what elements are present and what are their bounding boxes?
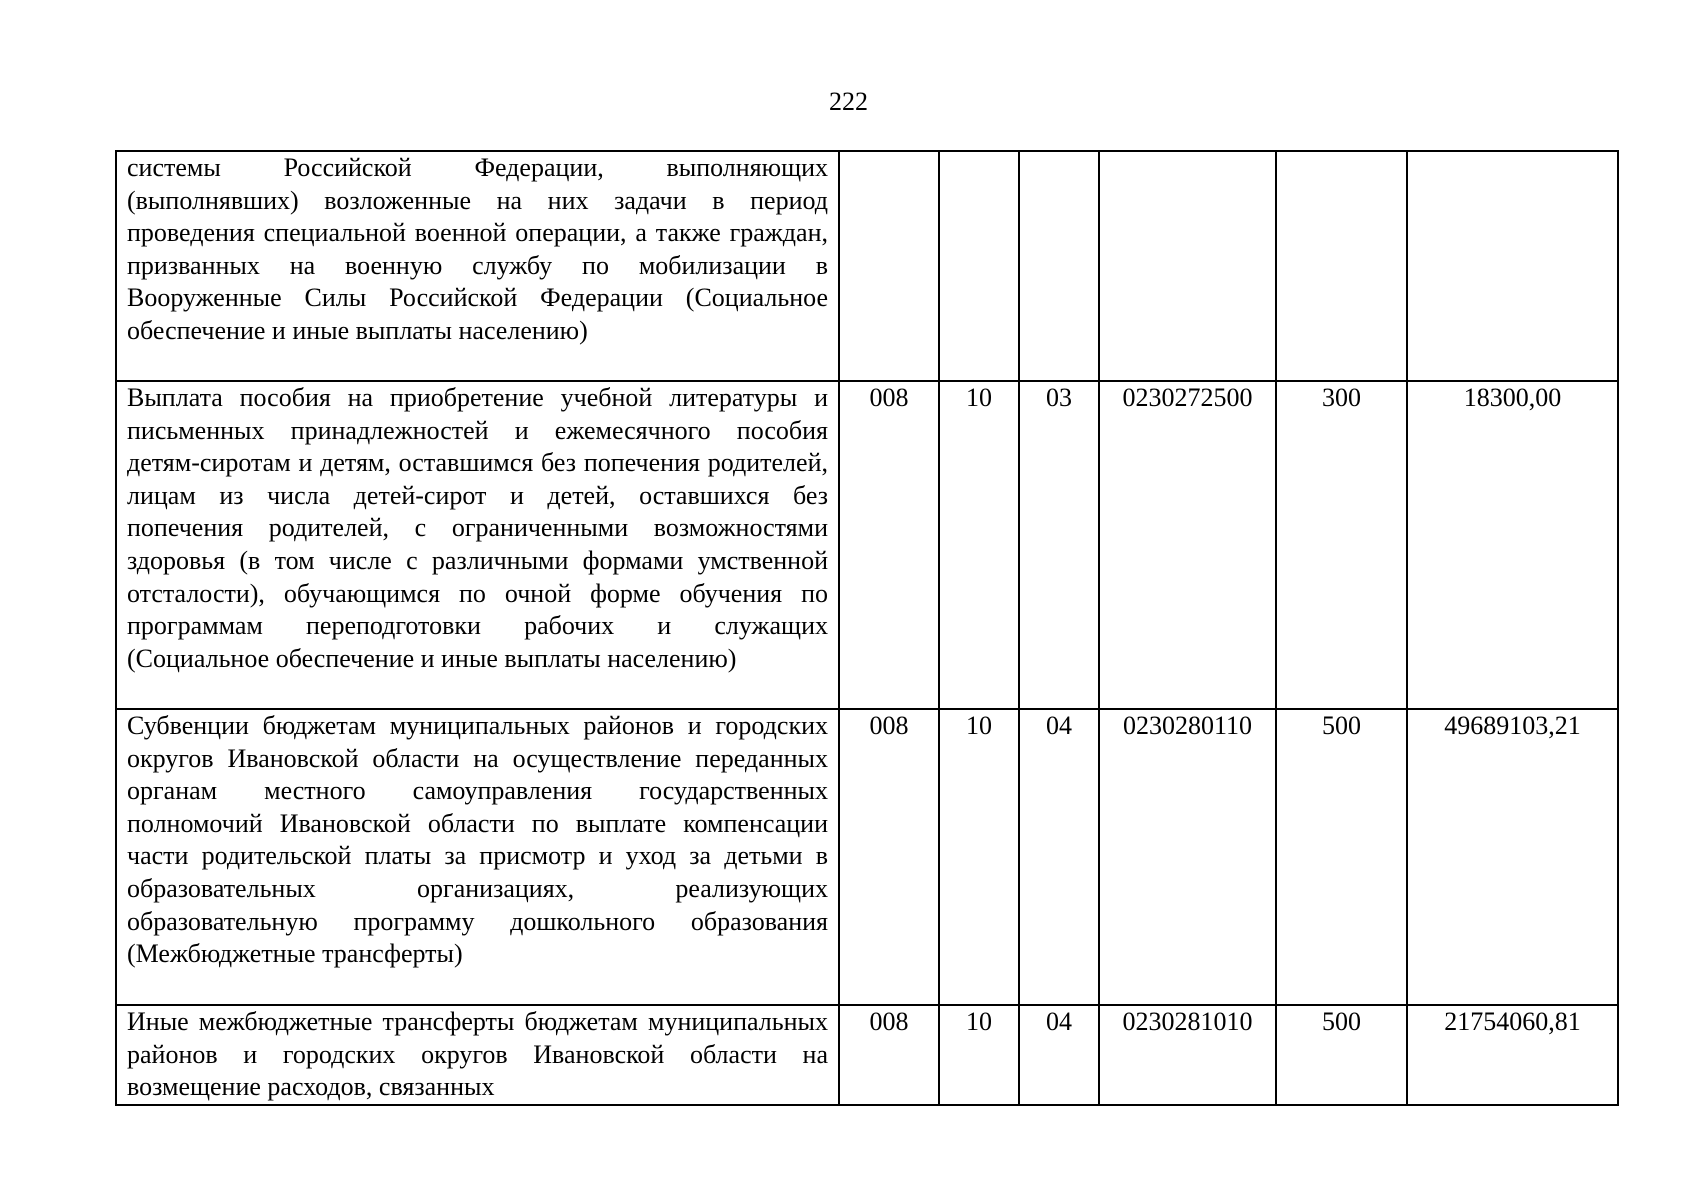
table-row: [116, 1005, 1618, 1105]
ministry-code: [839, 151, 939, 381]
section-code: 10: [939, 381, 1019, 709]
amount-value: 21754060,81: [1407, 1005, 1618, 1105]
budget-table: [115, 150, 1619, 1106]
subsection-code: 03: [1019, 381, 1099, 709]
table-row: [116, 151, 1618, 381]
row-description: Иные межбюджетные трансферты бюджетам муниципальных районов и городских округов Ивановской области на возмещение расходов, связанных: [116, 1005, 839, 1105]
table-row: [116, 381, 1618, 709]
subsection-code: 04: [1019, 1005, 1099, 1105]
section-code: 10: [939, 1005, 1019, 1105]
row-description: Субвенции бюджетам муниципальных районов и городских округов Ивановской области на осуществление переданных органам местного самоуправления государственных полномочий Ивановской области по выплате компенсации части родительской платы за присмотр и уход за детьми в образовательных организациях, реализующих образовательную программу дошкольного образования (Межбюджетные трансферты): [116, 709, 839, 1005]
target-article-code: 0230280110: [1099, 709, 1276, 1005]
ministry-code: 008: [839, 1005, 939, 1105]
expense-type-code: 500: [1276, 1005, 1407, 1105]
expense-type-code: 500: [1276, 709, 1407, 1005]
target-article-code: 0230272500: [1099, 381, 1276, 709]
subsection-code: 04: [1019, 709, 1099, 1005]
table-row: [116, 709, 1618, 1005]
section-code: [939, 151, 1019, 381]
row-description: системы Российской Федерации, выполняющих (выполнявших) возложенные на них задачи в период проведения специальной военной операции, а также граждан, призванных на военную службу по мобилизации в Вооруженные Силы Российской Федерации (Социальное обеспечение и иные выплаты населению): [116, 151, 839, 381]
expense-type-code: [1276, 151, 1407, 381]
amount-value: 49689103,21: [1407, 709, 1618, 1005]
section-code: 10: [939, 709, 1019, 1005]
page-number: 222: [829, 87, 868, 116]
amount-value: 18300,00: [1407, 381, 1618, 709]
amount-value: [1407, 151, 1618, 381]
target-article-code: 0230281010: [1099, 1005, 1276, 1105]
target-article-code: [1099, 151, 1276, 381]
ministry-code: 008: [839, 709, 939, 1005]
row-description: Выплата пособия на приобретение учебной литературы и письменных принадлежностей и ежемесячного пособия детям-сиротам и детям, оставшимся без попечения родителей, лицам из числа детей-сирот и детей, оставшихся без попечения родителей, с ограниченными возможностями здоровья (в том числе с различными формами умственной отсталости), обучающимся по очной форме обучения по программам переподготовки рабочих и служащих (Социальное обеспечение и иные выплаты населению): [116, 381, 839, 709]
subsection-code: [1019, 151, 1099, 381]
expense-type-code: 300: [1276, 381, 1407, 709]
ministry-code: 008: [839, 381, 939, 709]
